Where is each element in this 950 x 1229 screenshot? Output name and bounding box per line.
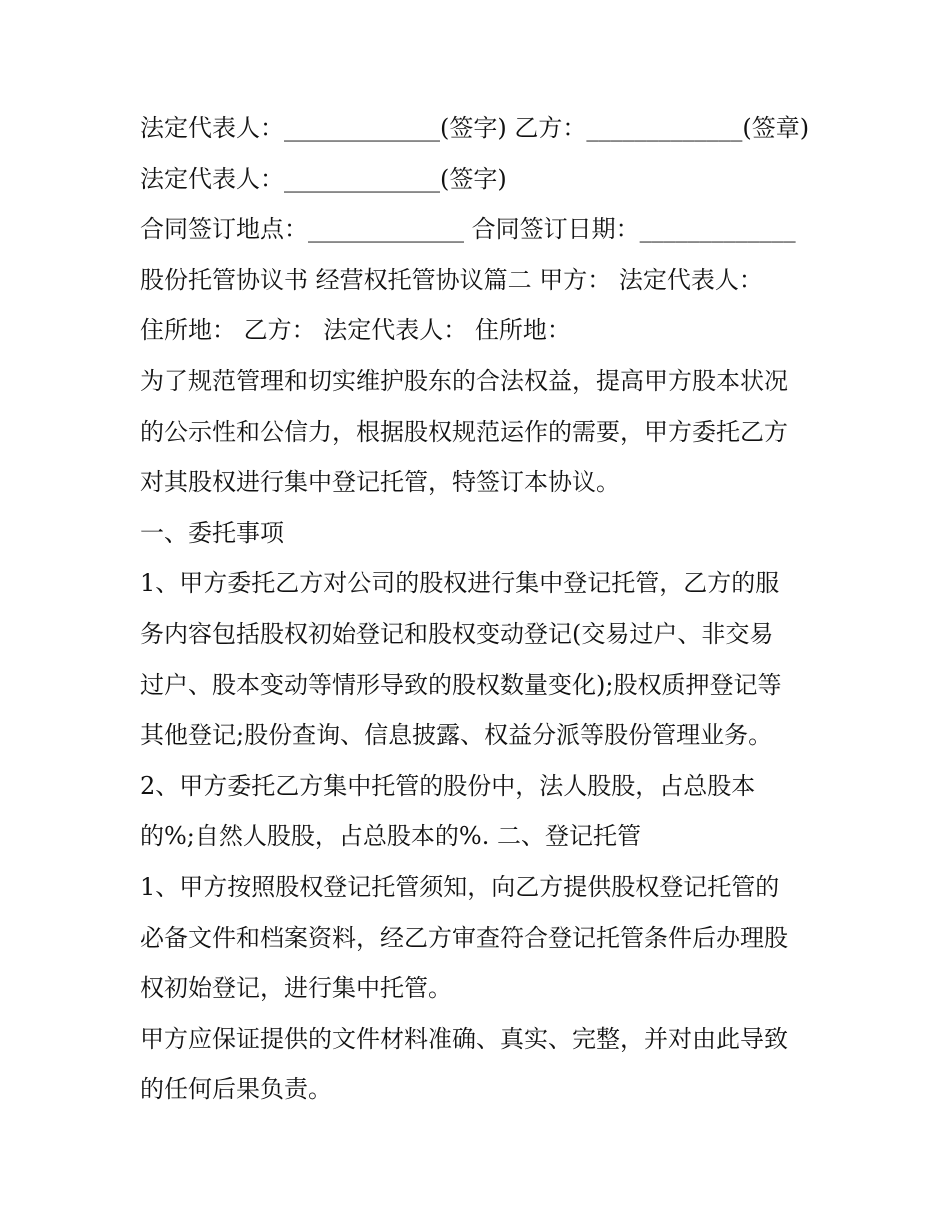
signature-line-1: 法定代表人：_____________(签字) 乙方：_____________(签章) xyxy=(140,114,810,142)
parties-line: 住所地： 乙方： 法定代表人： 住所地： xyxy=(140,316,571,345)
paragraph-line: 2、甲方委托乙方集中托管的股份中，法人股股，占总股本 xyxy=(140,771,756,800)
paragraph-line: 1、甲方委托乙方对公司的股权进行集中登记托管，乙方的服 xyxy=(140,569,780,598)
paragraph-line: 1、甲方按照股权登记托管须知，向乙方提供股权登记托管的 xyxy=(140,872,780,901)
paragraph-line: 务内容包括股权初始登记和股权变动登记(交易过户、非交易 xyxy=(140,619,774,648)
paragraph-line: 为了规范管理和切实维护股东的合法权益，提高甲方股本状况 xyxy=(140,366,788,395)
paragraph-line: 必备文件和档案资料，经乙方审查符合登记托管条件后办理股 xyxy=(140,923,788,952)
paragraph-line: 其他登记;股份查询、信息披露、权益分派等股份管理业务。 xyxy=(140,721,773,750)
paragraph-line: 对其股权进行集中登记托管，特签订本协议。 xyxy=(140,468,620,497)
contract-place-date-line: 合同签订地点：_____________ 合同签订日期：_____________ xyxy=(140,215,796,244)
paragraph-line: 甲方应保证提供的文件材料准确、真实、完整，并对由此导致 xyxy=(140,1024,788,1053)
section-heading: 一、委托事项 xyxy=(140,518,284,547)
paragraph-line: 的公示性和公信力，根据股权规范运作的需要，甲方委托乙方 xyxy=(140,417,788,446)
paragraph-line: 的%;自然人股股，占总股本的%. 二、登记托管 xyxy=(140,822,641,851)
paragraph-line: 的任何后果负责。 xyxy=(140,1075,332,1104)
paragraph-line: 过户、股本变动等情形导致的股权数量变化);股权质押登记等 xyxy=(140,670,782,699)
document-body xyxy=(140,103,840,1115)
paragraph-line: 权初始登记，进行集中托管。 xyxy=(140,974,452,1003)
signature-line-2: 法定代表人：_____________(签字) xyxy=(140,164,507,193)
document-title-line: 股份托管协议书 经营权托管协议篇二 甲方： 法定代表人： xyxy=(140,265,763,294)
